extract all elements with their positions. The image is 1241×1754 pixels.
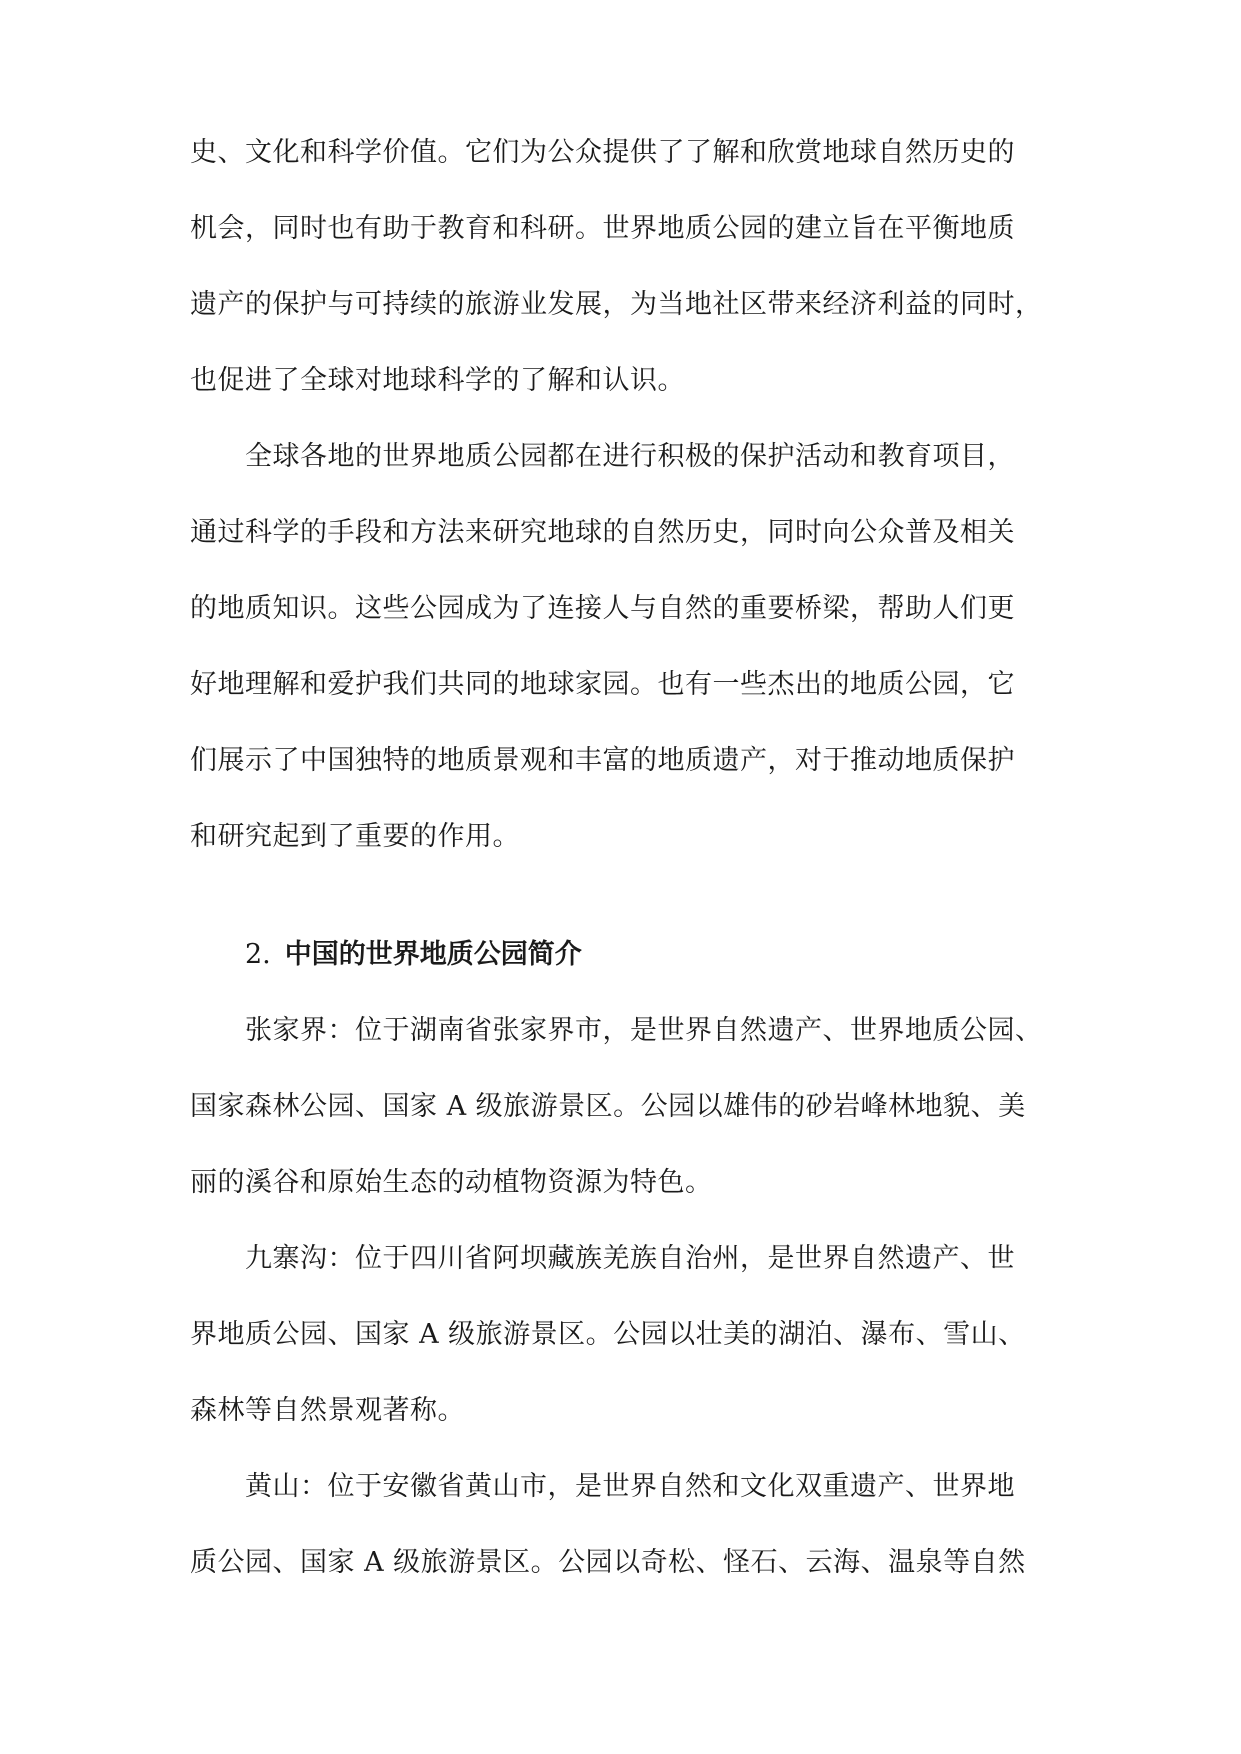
text-line: 机会，同时也有助于教育和科研。世界地质公园的建立旨在平衡地质 <box>190 213 1015 244</box>
text-line: 和研究起到了重要的作用。 <box>190 821 520 852</box>
text-line: 全球各地的世界地质公园都在进行积极的保护活动和教育项目， <box>245 441 1015 472</box>
text-line: 黄山：位于安徽省黄山市，是世界自然和文化双重遗产、世界地 <box>245 1471 1015 1502</box>
section-number: 2. <box>245 939 271 970</box>
text-line: 九寨沟：位于四川省阿坝藏族羌族自治州，是世界自然遗产、世 <box>245 1243 1015 1274</box>
text-line: 们展示了中国独特的地质景观和丰富的地质遗产，对于推动地质保护 <box>190 745 1015 776</box>
text-line: 界地质公园、国家 A 级旅游景区。公园以壮美的湖泊、瀑布、雪山、 <box>190 1319 1026 1350</box>
text-line: 史、文化和科学价值。它们为公众提供了了解和欣赏地球自然历史的 <box>190 137 1015 168</box>
text-line: 遗产的保护与可持续的旅游业发展，为当地社区带来经济利益的同时， <box>190 289 1043 320</box>
text-line: 质公园、国家 A 级旅游景区。公园以奇松、怪石、云海、温泉等自然 <box>190 1547 1026 1578</box>
text-line: 的地质知识。这些公园成为了连接人与自然的重要桥梁，帮助人们更 <box>190 593 1015 624</box>
text-line: 国家森林公园、国家 A 级旅游景区。公园以雄伟的砂岩峰林地貌、美 <box>190 1091 1026 1122</box>
text-line: 张家界：位于湖南省张家界市，是世界自然遗产、世界地质公园、 <box>245 1015 1043 1046</box>
section-title: 中国的世界地质公园简介 <box>284 939 582 970</box>
text-line: 森林等自然景观著称。 <box>190 1395 465 1426</box>
section-heading <box>245 935 582 975</box>
text-line: 通过科学的手段和方法来研究地球的自然历史，同时向公众普及相关 <box>190 517 1015 548</box>
text-line: 好地理解和爱护我们共同的地球家园。也有一些杰出的地质公园，它 <box>190 669 1015 700</box>
text-line: 丽的溪谷和原始生态的动植物资源为特色。 <box>190 1167 713 1198</box>
text-line: 也促进了全球对地球科学的了解和认识。 <box>190 365 685 396</box>
